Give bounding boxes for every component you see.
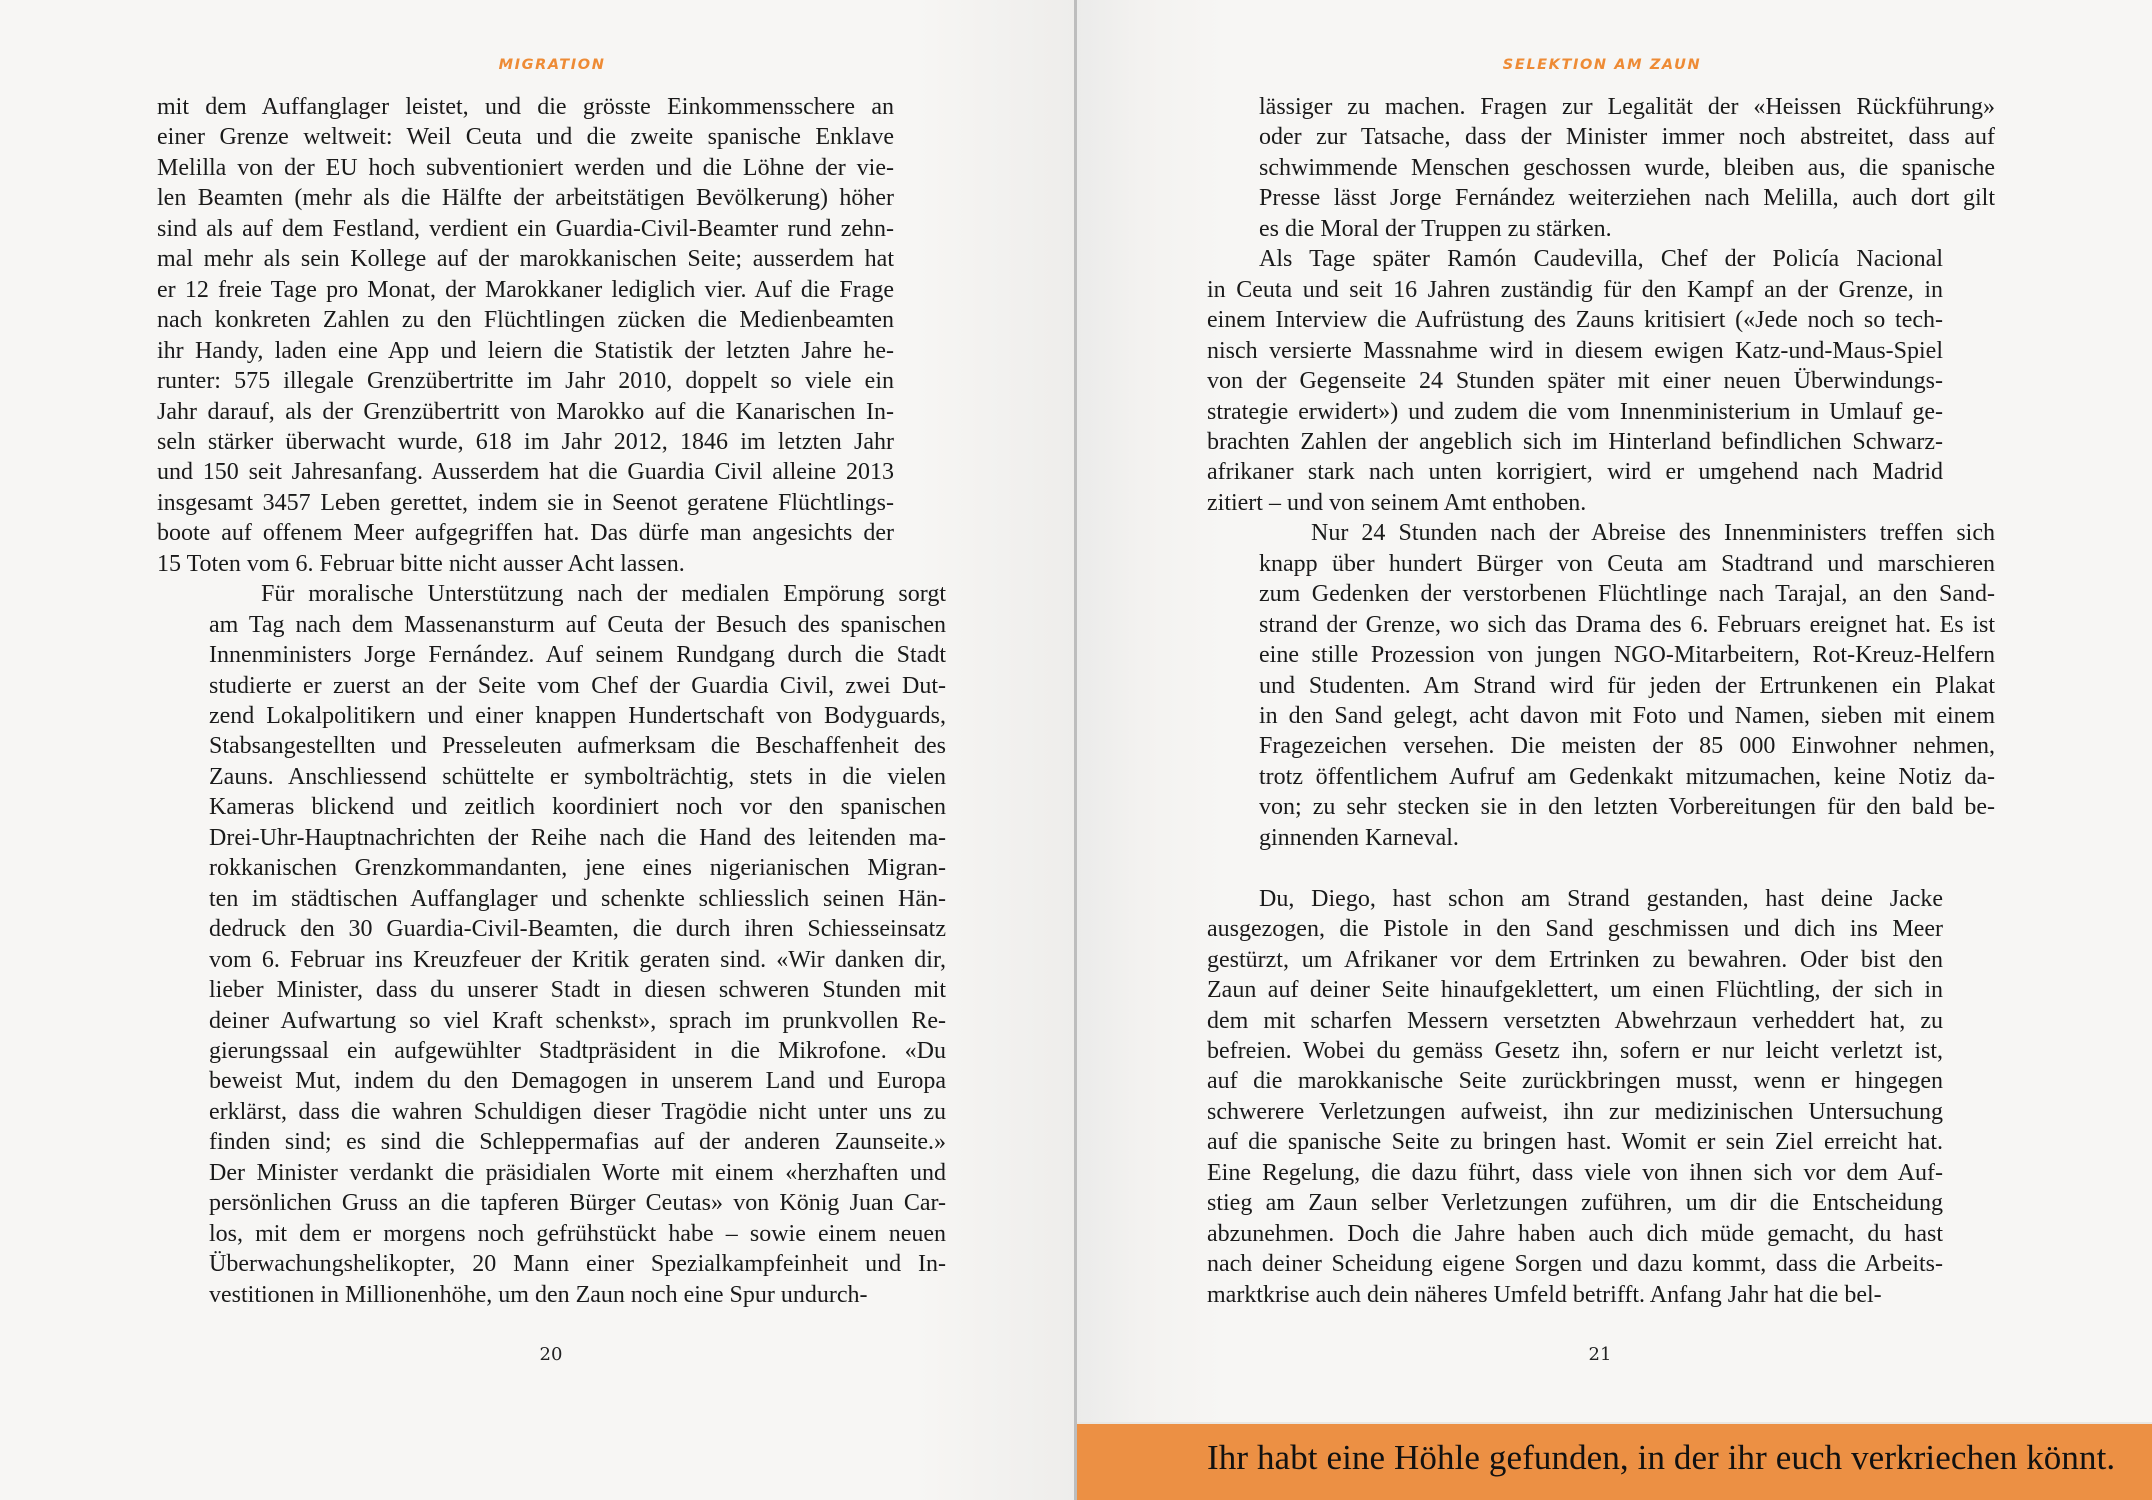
text-line: ginnenden Karneval. [1259, 824, 1459, 851]
text-line: gestürzt, um Afrikaner vor dem Ertrinken zu bewahren. Oder bist den [1207, 946, 1943, 973]
text-line: stieg am Zaun selber Verletzungen zuführen, um dir die Entscheidung [1207, 1190, 1943, 1217]
text-line: insgesamt 3457 Leben gerettet, indem sie in Seenot geratene Flüchtlings- [157, 489, 894, 516]
text-line: brachten Zahlen der angeblich sich im Hinterland befindlichen Schwarz- [1207, 428, 1943, 455]
text-line: deiner Aufwartung so viel Kraft schenkst», sprach im prunkvollen Re- [209, 1007, 946, 1034]
text-line: in den Sand gelegt, acht davon mit Foto und Namen, sieben mit einem [1259, 703, 1995, 729]
text-line: befreien. Wobei du gemäss Gesetz ihn, sofern er nur leicht verletzt ist, [1207, 1037, 1943, 1064]
text-line: eine stille Prozession von jungen NGO-Mitarbeitern, Rot-Kreuz-Helfern [1259, 642, 1995, 669]
text-line: oder zur Tatsache, dass der Minister immer noch abstreitet, dass auf [1259, 124, 1995, 151]
text-line: Fragezeichen versehen. Die meisten der 85 000 Einwohner nehmen, [1259, 733, 1995, 760]
text-line: von der Gegenseite 24 Stunden später mit einer neuen Überwindungs- [1207, 368, 1943, 395]
text-line: Stabsangestellten und Presseleuten aufmerksam die Beschaffenheit des [209, 733, 946, 760]
text-line: boote auf offenem Meer aufgegriffen hat. Das dürfe man angesichts der [157, 520, 894, 547]
text-line: seln stärker überwacht wurde, 618 im Jahr 2012, 1846 im letzten Jahr [157, 428, 894, 455]
text-line: und Studenten. Am Strand wird für jeden der Ertrunkenen ein Plakat [1259, 672, 1995, 699]
text-line: dem mit scharfen Messern versetzten Abwehrzaun verheddert hat, zu [1207, 1007, 1943, 1034]
text-line: finden sind; es sind die Schleppermafias auf der anderen Zaunseite.» [209, 1129, 946, 1156]
text-line: schwerere Verletzungen aufweist, ihn zur medizinischen Untersuchung [1207, 1098, 1943, 1125]
text-line: Kameras blickend und zeitlich koordiniert noch vor den spanischen [209, 794, 946, 821]
text-line: 15 Toten vom 6. Februar bitte nicht ausser Acht lassen. [157, 550, 685, 577]
text-line: in Ceuta und seit 16 Jahren zuständig für den Kampf an der Grenze, in [1207, 276, 1943, 303]
text-line: nisch versierte Massnahme wird in diesem ewigen Katz-und-Maus-Spiel [1207, 337, 1943, 364]
text-line: ihr Handy, laden eine App und leiern die Statistik der letzten Jahre he- [157, 337, 894, 364]
text-line: Du, Diego, hast schon am Strand gestanden, hast deine Jacke [1259, 885, 1943, 912]
text-line: und 150 seit Jahresanfang. Ausserdem hat die Guardia Civil alleine 2013 [157, 459, 894, 486]
text-line: knapp über hundert Bürger von Ceuta am Stadtrand und marschieren [1259, 550, 1995, 577]
text-line: einer Grenze weltweit: Weil Ceuta und die zweite spanische Enklave [157, 124, 894, 151]
text-line: zum Gedenken der verstorbenen Flüchtlinge nach Tarajal, an den Sand- [1259, 581, 1995, 608]
text-line: dedruck den 30 Guardia-Civil-Beamten, die durch ihren Schiesseinsatz [209, 916, 946, 943]
text-line: einem Interview die Aufrüstung des Zauns kritisiert («Jede noch so tech- [1207, 307, 1943, 334]
text-line: Eine Regelung, die dazu führt, dass viele von ihnen sich vor dem Auf- [1207, 1159, 1943, 1186]
text-line: Als Tage später Ramón Caudevilla, Chef der Policía Nacional [1259, 246, 1943, 273]
text-line: studierte er zuerst an der Seite vom Chef der Guardia Civil, zwei Dut- [209, 672, 946, 699]
text-line: auf die marokkanische Seite zurückbringen musst, wenn er hingegen [1207, 1068, 1943, 1095]
text-line: lässiger zu machen. Fragen zur Legalität der «Heissen Rückführung» [1259, 94, 1995, 120]
text-line: marktkrise auch dein näheres Umfeld betrifft. Anfang Jahr hat die bel- [1207, 1281, 1882, 1308]
text-line: afrikaner stark nach unten korrigiert, wird er umgehend nach Madrid [1207, 459, 1943, 486]
text-line: los, mit dem er morgens noch gefrühstückt habe – sowie einem neuen [209, 1220, 946, 1247]
text-line: strand der Grenze, wo sich das Drama des 6. Februars ereignet hat. Es ist [1259, 611, 1995, 638]
book-spine [1074, 0, 1077, 1500]
text-line: schwimmende Menschen geschossen wurde, bleiben aus, die spanische [1259, 154, 1995, 181]
text-line: rokkanischen Grenzkommandanten, jene eines nigerianischen Migran- [209, 855, 946, 882]
text-line: strategie erwidert») und zudem die vom Innenministerium in Umlauf ge- [1207, 398, 1943, 425]
text-line: len Beamten (mehr als die Hälfte der arbeitstätigen Bevölkerung) höher [157, 185, 894, 212]
text-line: ausgezogen, die Pistole in den Sand geschmissen und dich ins Meer [1207, 916, 1943, 943]
text-line: lieber Minister, dass du unserer Stadt in diesen schweren Stunden mit [209, 977, 946, 1004]
text-line: ten im städtischen Auffanglager und schenkte schliesslich seinen Hän- [209, 885, 946, 912]
left-page [0, 0, 1075, 1500]
text-line: mal mehr als sein Kollege auf der marokkanischen Seite; ausserdem hat [157, 246, 894, 273]
text-line: trotz öffentlichem Aufruf am Gedenkakt mitzumachen, keine Notiz da- [1259, 763, 1995, 790]
text-line: beweist Mut, indem du den Demagogen in unserem Land und Europa [209, 1068, 946, 1095]
quote-banner [1077, 1422, 2152, 1500]
text-line: Drei-Uhr-Hauptnachrichten der Reihe nach die Hand des leitenden ma- [209, 824, 946, 851]
text-line: abzunehmen. Doch die Jahre haben auch dich müde gemacht, du hast [1207, 1220, 1943, 1247]
text-line: es die Moral der Truppen zu stärken. [1259, 215, 1612, 242]
text-line: vom 6. Februar ins Kreuzfeuer der Kritik geraten sind. «Wir danken dir, [209, 946, 946, 973]
text-line: Innenministers Jorge Fernández. Auf seinem Rundgang durch die Stadt [209, 642, 946, 669]
text-line: nach deiner Scheidung eigene Sorgen und dazu kommt, dass die Arbeits- [1207, 1251, 1943, 1278]
text-line: Presse lässt Jorge Fernández weiterziehen nach Melilla, auch dort gilt [1259, 185, 1995, 212]
text-line: mit dem Auffanglager leistet, und die grösste Einkommensschere an [157, 94, 894, 120]
text-line: vestitionen in Millionenhöhe, um den Zaun noch eine Spur undurch- [209, 1281, 868, 1308]
text-line: Überwachungshelikopter, 20 Mann einer Spezialkampfeinheit und In- [209, 1251, 946, 1278]
page-number: 21 [1588, 1344, 1612, 1365]
right-page [1077, 0, 2152, 1500]
text-line: von; zu sehr stecken sie in den letzten Vorbereitungen für den bald be- [1259, 794, 1995, 821]
text-line: Für moralische Unterstützung nach der medialen Empörung sorgt [261, 581, 946, 608]
text-line: Melilla von der EU hoch subventioniert werden und die Löhne der vie- [157, 154, 894, 181]
text-line: gierungssaal ein aufgewühlter Stadtpräsident in die Mikrofone. «Du [209, 1037, 946, 1064]
text-line: erklärst, dass die wahren Schuldigen dieser Tragödie nicht unter uns zu [209, 1098, 946, 1125]
banner-text: Ihr habt eine Höhle gefunden, in der ihr euch verkriechen könnt. [1207, 1438, 2116, 1477]
text-line: Zauns. Anschliessend schüttelte er symbolträchtig, stets in die vielen [209, 763, 946, 790]
text-line: runter: 575 illegale Grenzübertritte im Jahr 2010, doppelt so viele ein [157, 368, 894, 395]
running-head: MIGRATION [498, 57, 606, 73]
page-number: 20 [539, 1344, 563, 1365]
text-line: auf die spanische Seite zu bringen hast. Womit er sein Ziel erreicht hat. [1207, 1129, 1943, 1156]
text-line: Der Minister verdankt die präsidialen Worte mit einem «herzhaften und [209, 1159, 946, 1186]
text-line: Jahr darauf, als der Grenzübertritt von Marokko auf die Kanarischen In- [157, 398, 894, 425]
text-line: Zaun auf deiner Seite hinaufgeklettert, um einen Flüchtling, der sich in [1207, 977, 1943, 1004]
text-line: zitiert – und von seinem Amt enthoben. [1207, 489, 1587, 516]
running-head: SELEKTION AM ZAUN [1502, 57, 1702, 73]
text-line: Nur 24 Stunden nach der Abreise des Innenministers treffen sich [1311, 520, 1995, 547]
text-line: zend Lokalpolitikern und einer knappen Hundertschaft von Bodyguards, [209, 703, 946, 729]
text-line: nach konkreten Zahlen zu den Flüchtlingen zücken die Medienbeamten [157, 307, 894, 334]
text-line: sind als auf dem Festland, verdient ein Guardia-Civil-Beamter rund zehn- [157, 215, 894, 242]
text-line: persönlichen Gruss an die tapferen Bürger Ceutas» von König Juan Car- [209, 1190, 946, 1217]
text-line: am Tag nach dem Massenansturm auf Ceuta der Besuch des spanischen [209, 611, 946, 638]
text-line: er 12 freie Tage pro Monat, der Marokkaner lediglich vier. Auf die Frage [157, 276, 894, 303]
